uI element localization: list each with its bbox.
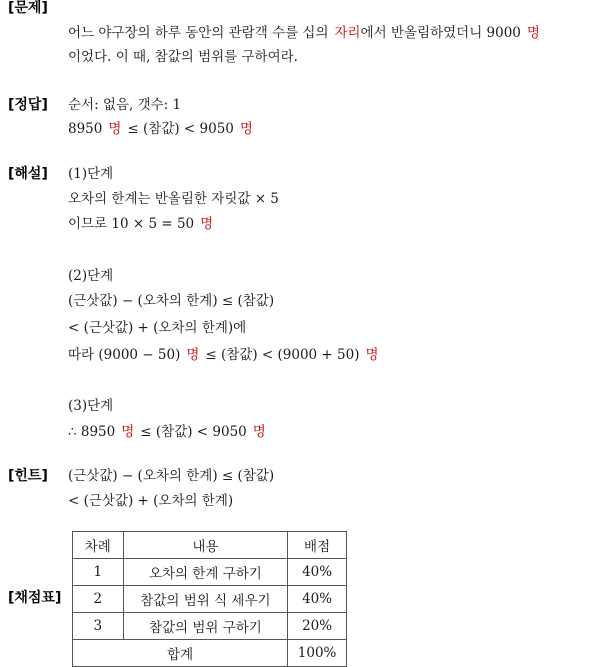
hint-line-1: (근삿값) − (오차의 한계) ≤ (참값) [68,468,275,484]
solution-step2-line2: < (근삿값) + (오차의 한계)에 [68,320,247,336]
solution-step3-unit-2: 명 [252,424,266,440]
solution-step2-title: (2)단계 [68,268,114,284]
problem-text-b: 에서 반올림하였더니 9000 [360,25,521,41]
solution-step3-unit: 명 [121,424,135,440]
table-row [73,613,347,640]
solution-label: [해설] [8,166,48,182]
total-label: 합계 [73,640,288,667]
header-content: 내용 [123,532,288,559]
solution-step1-unit: 명 [200,216,214,232]
solution-step1-calc: 이므로 10 × 5 = 50 [68,216,195,232]
problem-text-a: 어느 야구장의 하루 동안의 관람객 수를 십의 [68,25,329,41]
header-points: 배점 [288,532,347,559]
row-order: 3 [73,613,124,640]
hint-line-2: < (근삿값) + (오차의 한계) [68,493,234,509]
row-points: 40% [288,586,347,613]
answer-label: [정답] [8,97,48,113]
row-content: 참값의 범위 식 세우기 [123,586,288,613]
solution-step2-range: ≤ (참값) < (9000 + 50) [205,347,360,363]
problem-line-1 [68,24,540,42]
row-content: 참값의 범위 구하기 [123,613,288,640]
scoring-total-row [73,640,347,667]
scoring-header-row [73,532,347,559]
solution-step1-line1: 오차의 한계는 반올림한 자릿값 × 5 [68,191,279,207]
row-points: 40% [288,559,347,586]
hint-label: [힌트] [8,468,48,484]
header-order: 차례 [73,532,124,559]
total-value: 100% [288,640,347,667]
scoring-table [72,531,347,667]
table-row [73,586,347,613]
answer-line-2 [68,120,253,138]
solution-step1-line2 [68,215,213,233]
row-order: 2 [73,586,124,613]
problem-unit: 명 [526,25,540,41]
solution-step2-lower: 따라 (9000 − 50) [68,347,181,363]
answer-lower: 8950 [68,121,103,137]
solution-step3-range: ≤ (참값) < 9050 [140,424,247,440]
row-points: 20% [288,613,347,640]
problem-label: [문제] [8,0,48,16]
solution-step2-line1: (근삿값) − (오차의 한계) ≤ (참값) [68,293,275,309]
solution-step3-lower: ∴ 8950 [68,424,116,440]
answer-line-1: 순서: 없음, 갯수: 1 [68,97,182,113]
scoring-label: [채점표] [8,590,62,606]
answer-unit-2: 명 [239,121,253,137]
solution-step3-line1 [68,423,266,441]
row-content: 오차의 한계 구하기 [123,559,288,586]
solution-step1-title: (1)단계 [68,166,114,182]
answer-range: ≤ (참값) < 9050 [127,121,234,137]
solution-step3-title: (3)단계 [68,398,114,414]
solution-step2-unit: 명 [186,347,200,363]
solution-step2-unit-2: 명 [365,347,379,363]
problem-highlight: 자리 [334,25,361,41]
row-order: 1 [73,559,124,586]
answer-unit: 명 [108,121,122,137]
table-row [73,559,347,586]
problem-line-2: 이었다. 이 때, 참값의 범위를 구하여라. [68,49,298,65]
solution-step2-line3 [68,346,379,364]
